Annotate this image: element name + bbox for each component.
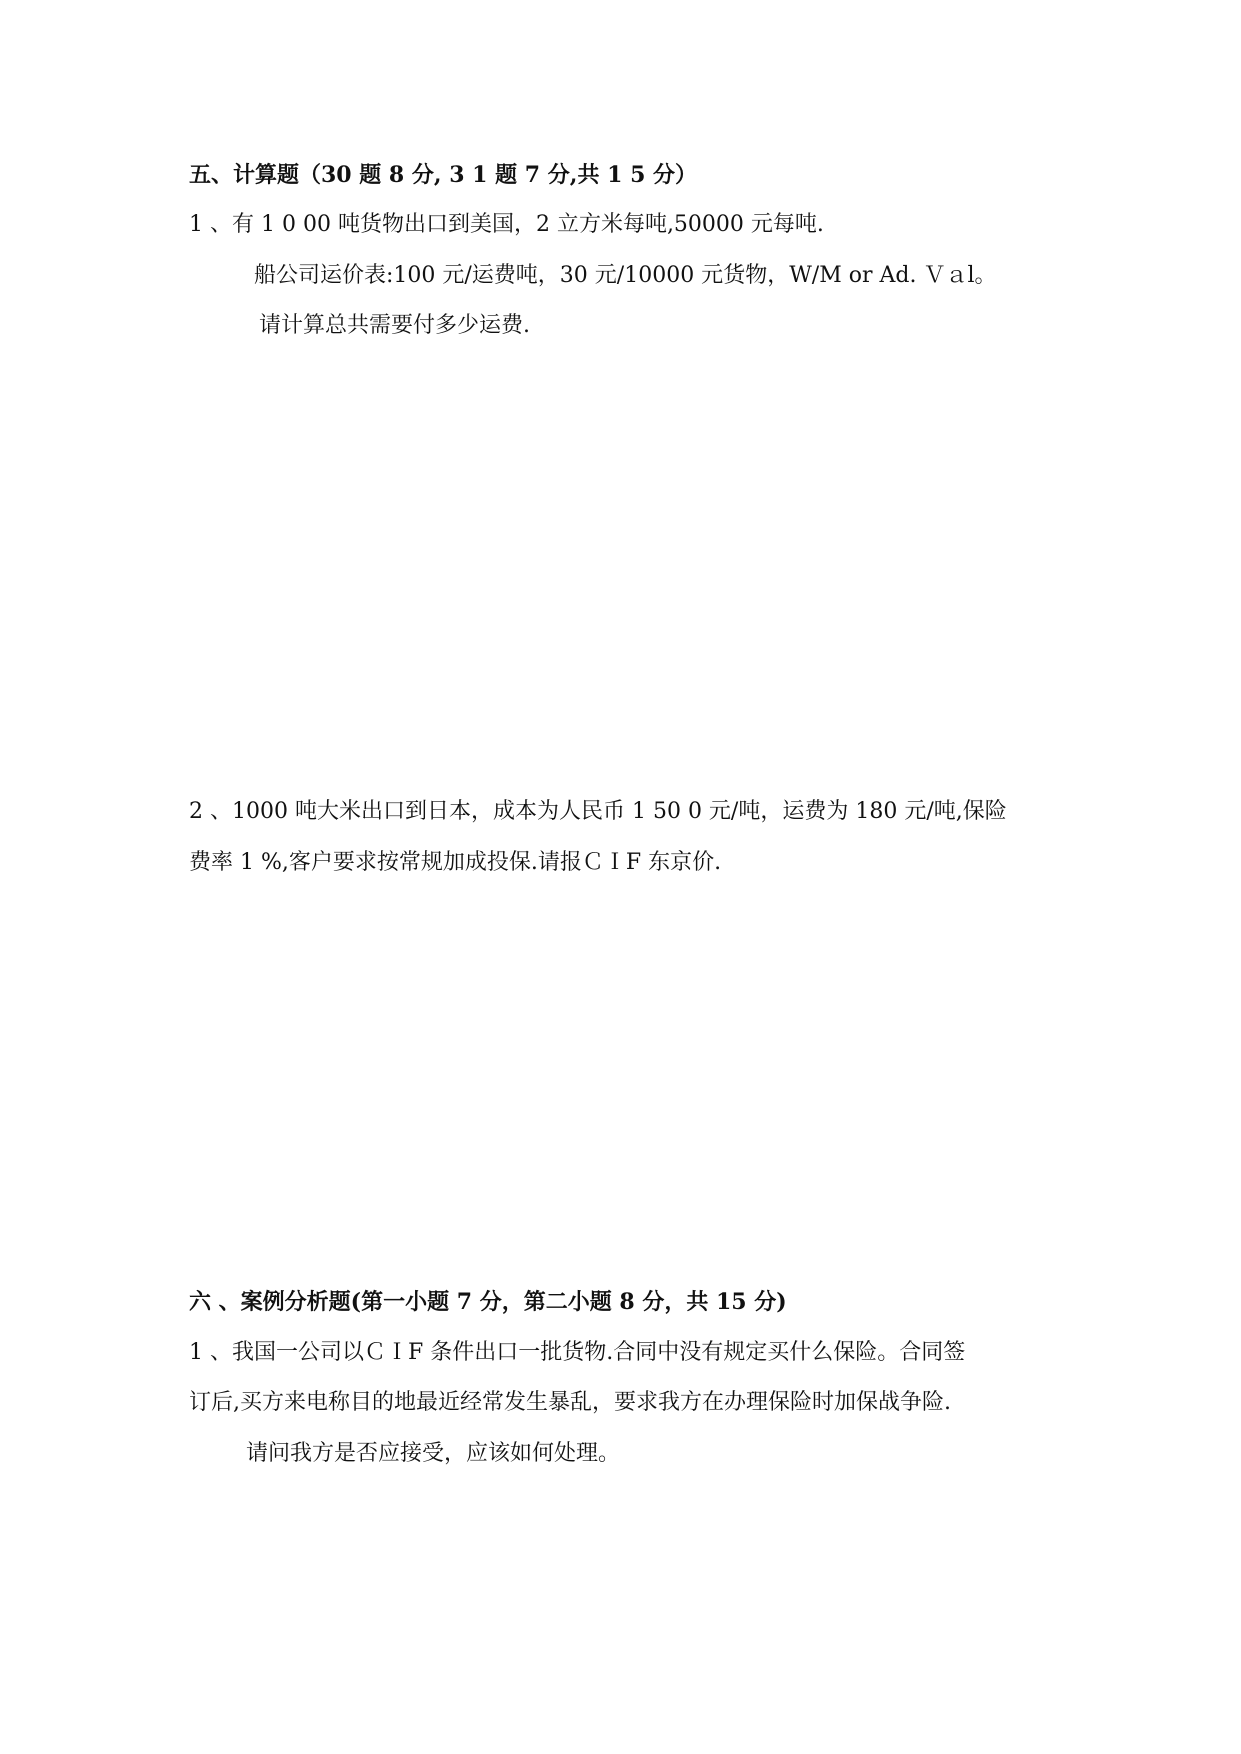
question-6-1-line-1: 1 、我国一公司以ＣＩF 条件出口一批货物.合同中没有规定买什么保险。合同签 — [189, 1340, 966, 1365]
question-6-1-line-2: 订后,买方来电称目的地最近经常发生暴乱，要求我方在办理保险时加保战争险. — [189, 1390, 951, 1415]
section-6-title: 六 、案例分析题(第一小题 7 分，第二小题 8 分，共 15 分) — [189, 1289, 787, 1315]
question-5-1-line-1: 1 、有 1 0 00 吨货物出口到美国，2 立方米每吨,50000 元每吨. — [189, 212, 824, 237]
question-6-1-line-3: 请问我方是否应接受，应该如何处理。 — [246, 1441, 621, 1466]
question-5-2-line-1: 2 、1000 吨大米出口到日本，成本为人民币 1 50 0 元/吨，运费为 180 元/吨,保险 — [189, 799, 1007, 824]
section-5-title: 五、计算题（30 题 8 分, 3 1 题 7 分,共 1 5 分） — [189, 162, 698, 188]
question-5-1-line-3: 请计算总共需要付多少运费. — [259, 313, 530, 338]
question-5-2-line-2: 费率 1 %,客户要求按常规加成投保.请报ＣＩF 东京价. — [189, 850, 722, 875]
question-5-1-line-2: 船公司运价表:100 元/运费吨，30 元/10000 元货物，W/M or Ad. Ｖａl。 — [254, 263, 997, 288]
